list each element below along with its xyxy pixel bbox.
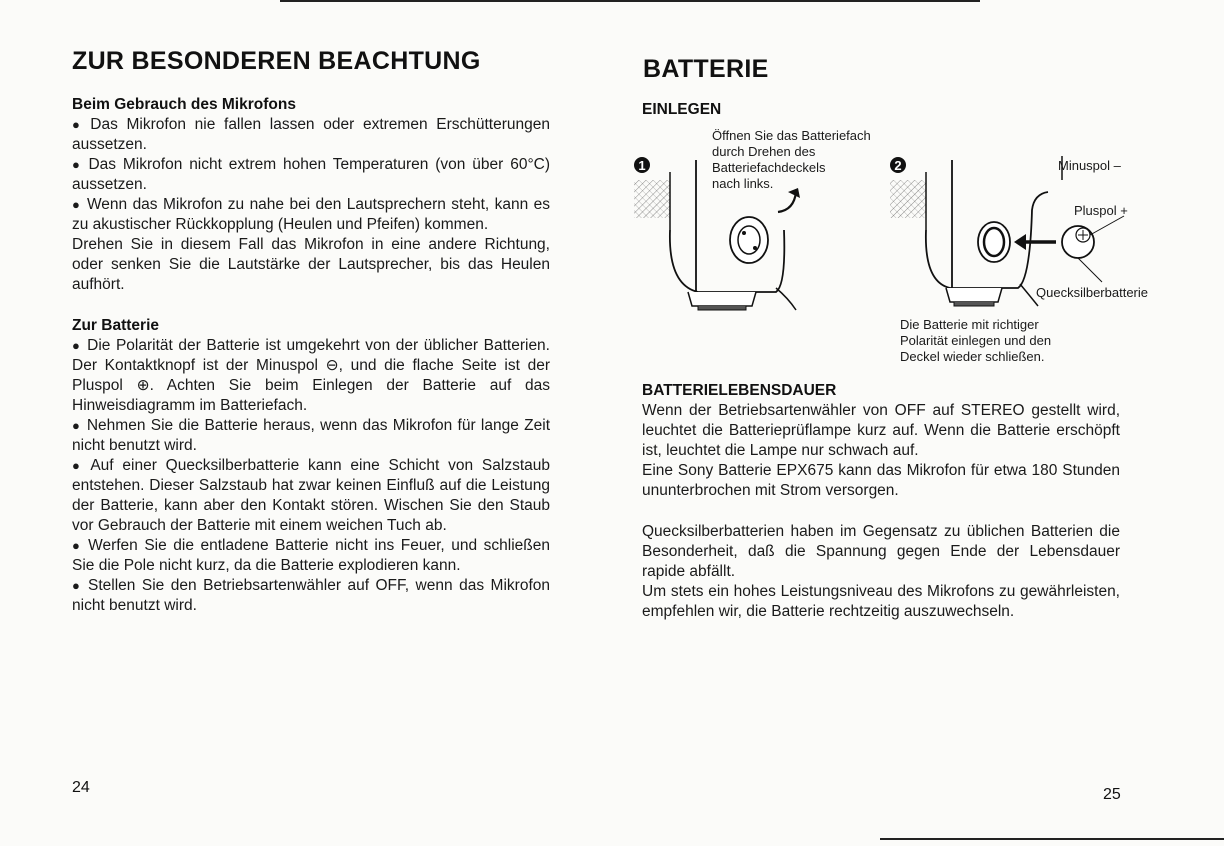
paragraph: Um stets ein hohes Leistungsniveau des Mikrofons zu gewährleisten, empfehlen wir, die Batterie rechtzeitig auszuwechseln.	[642, 583, 1120, 620]
paragraph	[72, 456, 550, 536]
step1-caption-line2: durch Drehen des	[712, 144, 816, 159]
section-heading-einlegen: EINLEGEN	[642, 101, 722, 118]
paragraph	[72, 336, 550, 416]
microphone-grille-right-cross	[890, 180, 926, 218]
knob-notch	[742, 231, 746, 235]
page-number-right: 25	[1103, 786, 1121, 803]
quecksilber-label: Quecksilberbatterie	[1036, 285, 1148, 300]
paragraph	[72, 416, 550, 456]
step1-illustration	[634, 128, 871, 310]
mic-cable	[776, 288, 796, 310]
bullet: ●	[72, 418, 81, 433]
paragraph-text: Werfen Sie die entladene Batterie nicht ins Feuer, und schließen Sie die Pole nicht kurz, da die Batterie explodieren kann.	[72, 537, 550, 574]
bullet: ●	[72, 197, 81, 212]
paragraph: Eine Sony Batterie EPX675 kann das Mikrofon für etwa 180 Stunden ununterbrochen mit Strom versorgen.	[642, 462, 1120, 499]
paragraph-text: Die Polarität der Batterie ist umgekehrt von der üblicher Batterien. Der Kontaktknopf ist der Minuspol ⊖, und die flache Seite ist der Pluspol ⊕. Achten Sie beim Einlegen der Batterie auf das Hinweisdiagramm im Batteriefach.	[72, 337, 550, 414]
step2-caption-line2: Polarität einlegen und den	[900, 333, 1052, 348]
paragraph-text: Das Mikrofon nicht extrem hohen Temperaturen (von über 60°C) aussetzen.	[72, 156, 550, 193]
left-page	[72, 0, 552, 846]
insert-arrowhead	[1014, 234, 1026, 250]
paragraph	[72, 155, 550, 195]
bullet: ●	[72, 157, 83, 172]
minuspol-label: Minuspol –	[1058, 158, 1121, 173]
bullet: ●	[72, 538, 83, 553]
paragraph	[72, 115, 550, 155]
right-page-body	[642, 381, 1120, 622]
bullet: ●	[72, 338, 82, 353]
paragraph-text: Nehmen Sie die Batterie heraus, wenn das Mikrofon für lange Zeit nicht benutzt wird.	[72, 417, 551, 454]
section-heading-lebensdauer: BATTERIELEBENSDAUER	[642, 382, 837, 399]
paragraph-text: Drehen Sie in diesem Fall das Mikrofon in eine andere Richtung, oder senken Sie die Lautstärke der Lautsprecher, bis das Heulen aufhört.	[72, 236, 550, 293]
page-number-left: 24	[72, 779, 90, 796]
rotate-arrow	[778, 192, 796, 212]
mic-base	[688, 292, 756, 306]
microphone-grille-left-cross	[634, 180, 670, 218]
section-heading-batterie: Zur Batterie	[72, 317, 159, 334]
bullet: ●	[72, 578, 83, 593]
paragraph	[72, 195, 550, 235]
pluspol-label: Pluspol +	[1074, 203, 1128, 218]
paragraph: Quecksilberbatterien haben im Gegensatz zu üblichen Batterien die Besonderheit, daß die Spannung gegen Ende der Lebensdauer rapide abfällt.	[642, 523, 1120, 580]
step1-caption-line4: nach links.	[712, 176, 774, 191]
mic-base	[946, 288, 1002, 302]
step1-number: 1	[638, 158, 646, 173]
battery-insertion-diagram	[628, 120, 1168, 370]
bullet: ●	[72, 458, 85, 473]
step2-caption-line3: Deckel wieder schließen.	[900, 349, 1045, 364]
right-page-title: BATTERIE	[643, 55, 769, 83]
left-page-title: ZUR BESONDEREN BEACHTUNG	[72, 47, 481, 75]
paragraph-text: Wenn das Mikrofon zu nahe bei den Lautsprechern steht, kann es zu akustischer Rückkopplung (Heulen und Pfeifen) kommen.	[72, 196, 550, 233]
leader-pluspol	[1090, 216, 1124, 235]
section-heading-mikrofon: Beim Gebrauch des Mikrofons	[72, 96, 296, 113]
battery-compartment-cover	[730, 217, 768, 263]
paragraph: Wenn der Betriebsartenwähler von OFF auf STEREO gestellt wird, leuchtet die Batterieprüflampe kurz auf. Wenn die Batterie erschöpft ist, leuchtet die Lampe nur schwach auf.	[642, 402, 1120, 459]
step2-illustration	[890, 156, 1148, 364]
mic-base-foot	[698, 306, 746, 310]
step2-number: 2	[894, 158, 902, 173]
knob-notch	[753, 246, 757, 250]
paragraph	[72, 235, 550, 295]
mic-base-foot	[954, 302, 994, 306]
leader-quecksilber	[1078, 258, 1102, 282]
rotate-arrowhead	[788, 188, 800, 198]
right-page	[638, 0, 1148, 846]
paragraph	[72, 536, 550, 576]
step2-caption-line1: Die Batterie mit richtiger	[900, 317, 1039, 332]
paragraph-text: Das Mikrofon nie fallen lassen oder extremen Erschütterungen aussetzen.	[72, 116, 551, 153]
section-gap	[642, 501, 1120, 522]
left-page-body	[72, 95, 550, 616]
paragraph-text: Stellen Sie den Betriebsartenwähler auf OFF, wenn das Mikrofon nicht benutzt wird.	[72, 577, 550, 614]
paragraph-text: Auf einer Quecksilberbatterie kann eine Schicht von Salzstaub entstehen. Dieser Salzstaub hat zwar keinen Einfluß auf die Leistung der Batterie, kann aber den Kontakt stören. Wischen Sie den Staub vor Gebrauch der Batterie mit einem weichen Tuch ab.	[72, 457, 550, 534]
step1-caption-line3: Batteriefachdeckels	[712, 160, 826, 175]
section-gap	[72, 295, 550, 316]
paragraph	[72, 576, 550, 616]
step1-caption-line1: Öffnen Sie das Batteriefach	[712, 128, 871, 143]
bullet: ●	[72, 117, 85, 132]
